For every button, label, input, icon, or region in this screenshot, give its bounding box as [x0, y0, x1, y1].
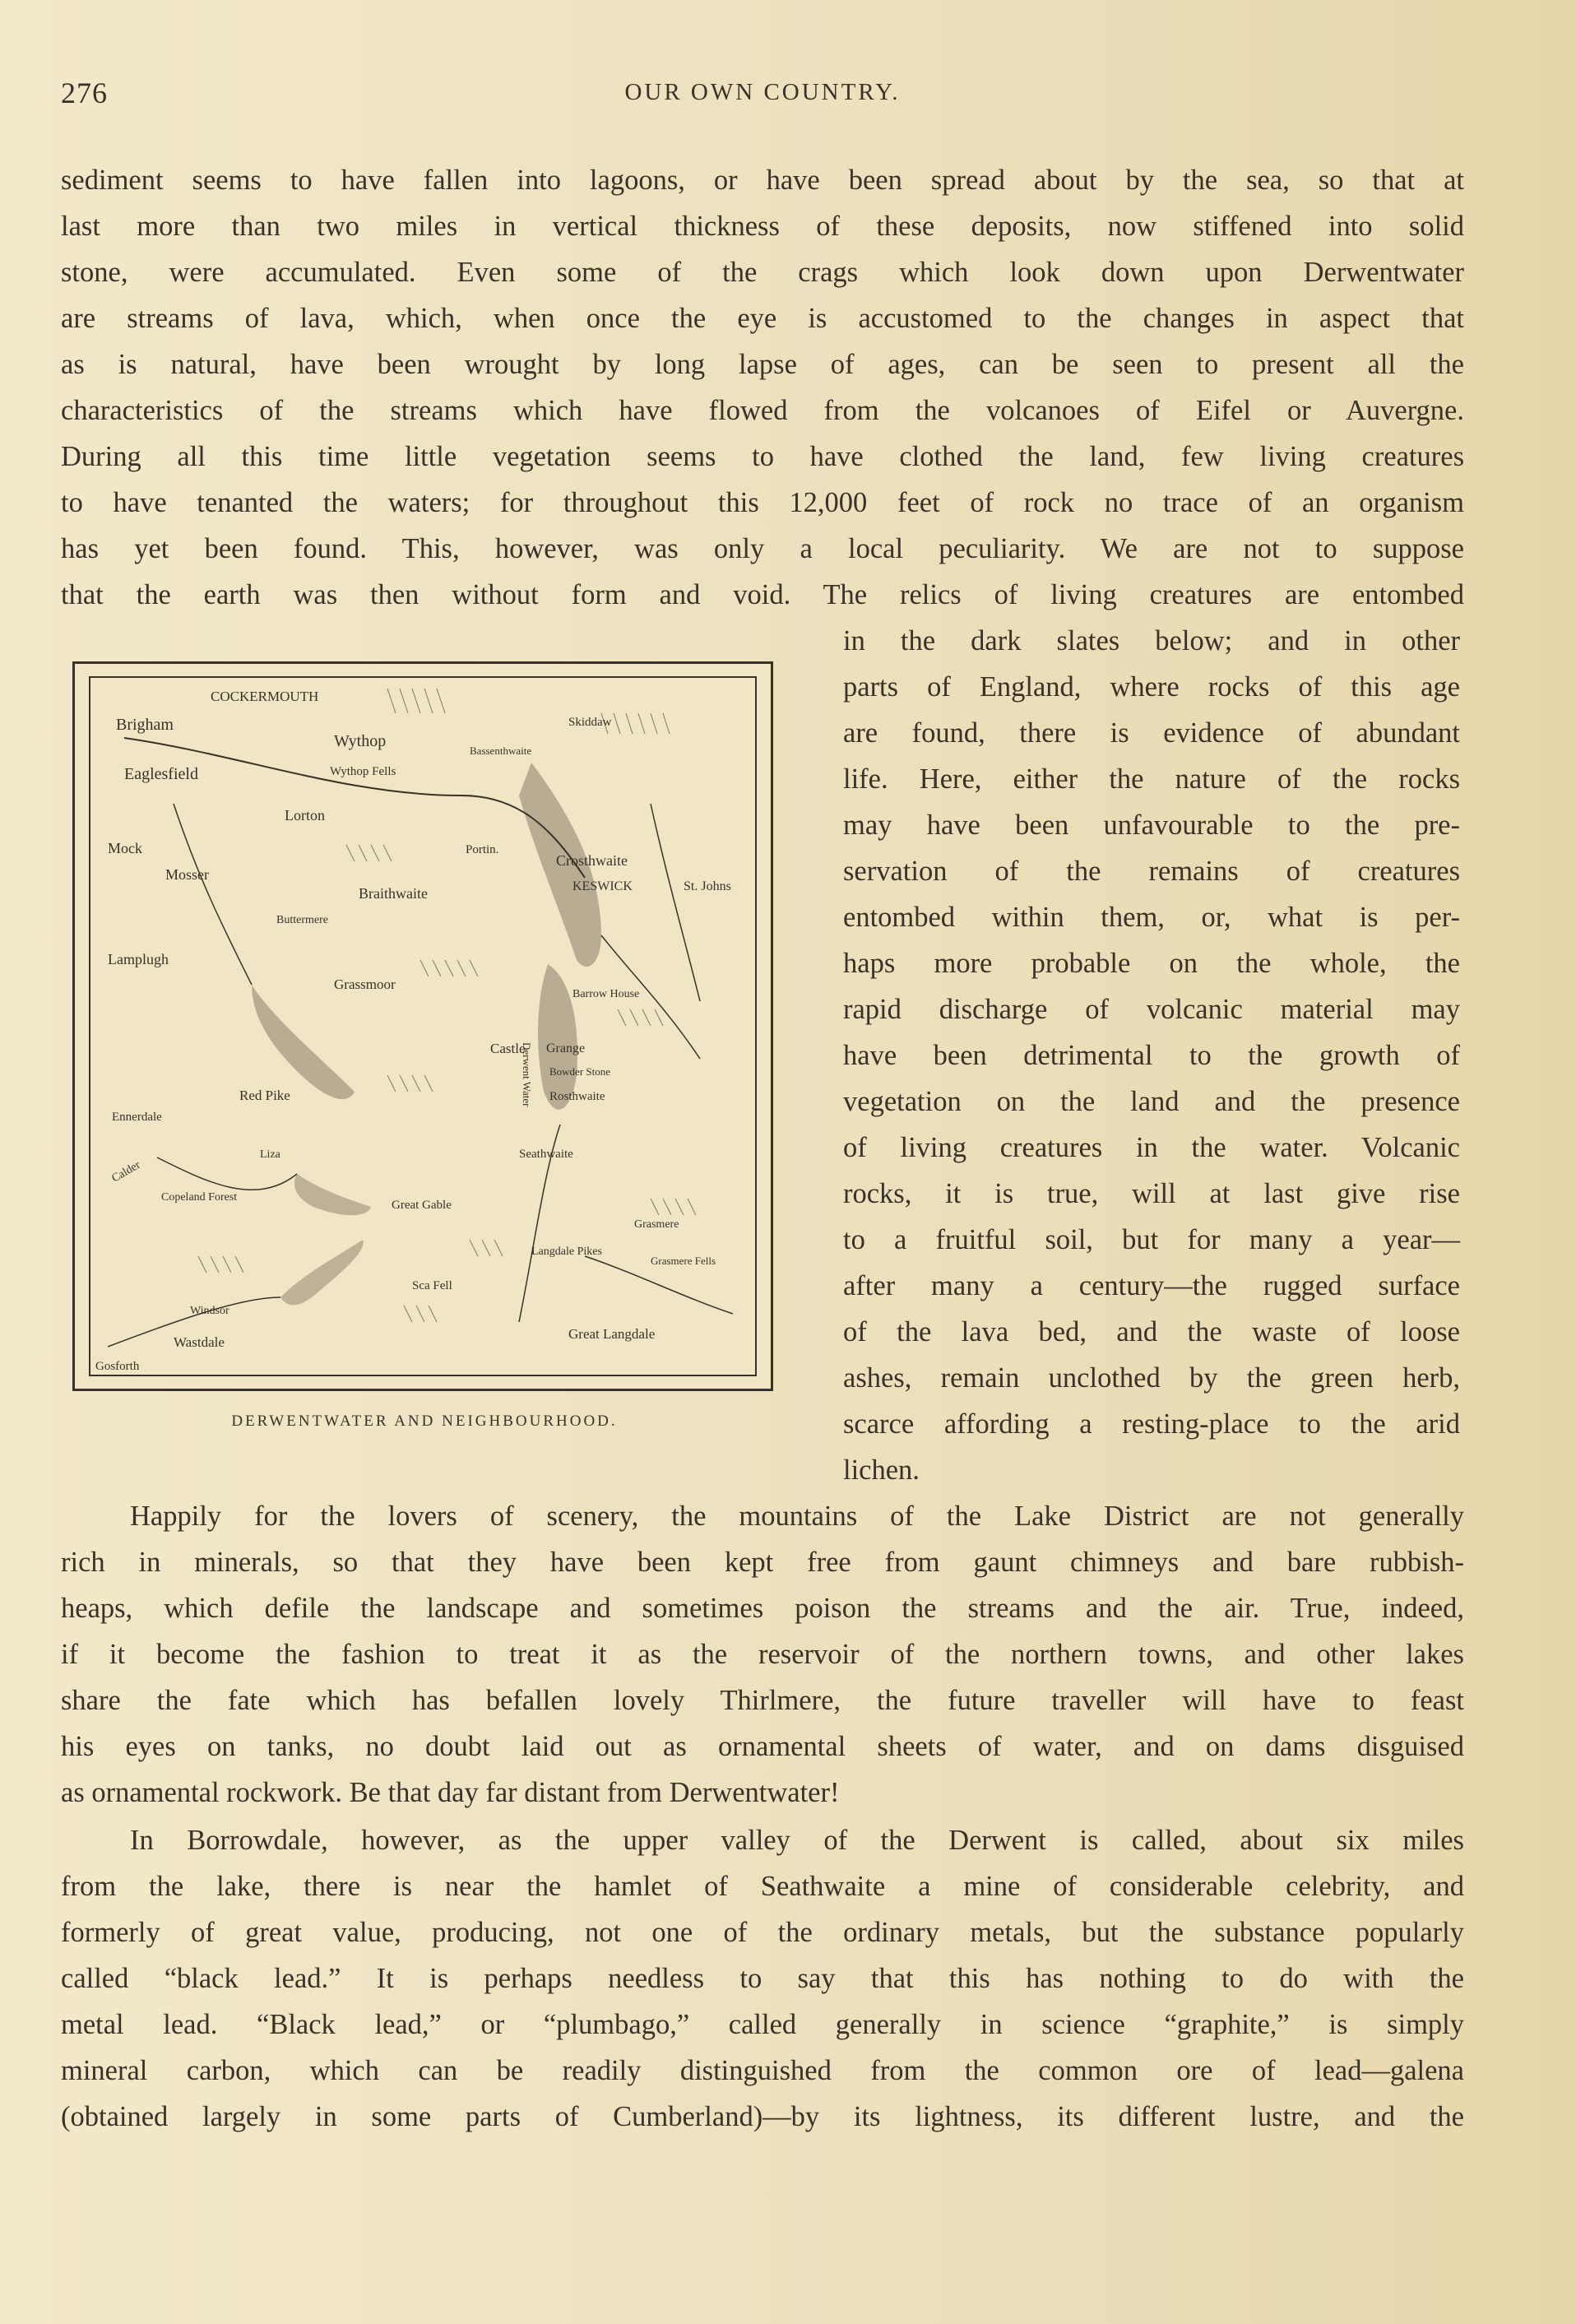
column-line: are found, there is evidence of abundant [843, 717, 1460, 749]
text-line: as is natural, have been wrought by long lapse of ages, can be seen to present all the [61, 349, 1464, 380]
text-line: last more than two miles in vertical thickness of these deposits, now stiffened into solid [61, 211, 1464, 242]
text-line: rich in minerals, so that they have been kept free from gaunt chimneys and bare rubbish- [61, 1547, 1464, 1578]
map-label-gosforth: Gosforth [95, 1360, 140, 1373]
column-line: haps more probable on the whole, the [843, 948, 1460, 979]
map-label-buttermere: Buttermere [276, 914, 328, 926]
map-label-eaglesfield: Eaglesfield [124, 765, 198, 783]
map-figure [72, 661, 776, 1431]
ennerdale-lake [294, 1174, 371, 1215]
map-label-red-pike: Red Pike [239, 1088, 290, 1103]
column-line: in the dark slates below; and in other [843, 625, 1460, 656]
column-line: scarce affording a resting-place to the arid [843, 1408, 1460, 1440]
map-label-castle: Castle [490, 1041, 526, 1056]
map-label-wythop-fells: Wythop Fells [330, 765, 396, 778]
column-line: lichen. [843, 1454, 920, 1486]
text-line: if it become the fashion to treat it as the reservoir of the northern towns, and other lakes [61, 1639, 1464, 1670]
map-label-mosser: Mosser [165, 866, 209, 883]
map-label-lorton: Lorton [285, 807, 325, 823]
column-line: parts of England, where rocks of this age [843, 671, 1460, 703]
column-line: ashes, remain unclothed by the green herb, [843, 1362, 1460, 1394]
map-label-grassmoor: Grassmoor [334, 976, 396, 992]
text-line: heaps, which defile the landscape and sometimes poison the streams and the air. True, indeed, [61, 1593, 1464, 1624]
map-label-copeland-forest: Copeland Forest [161, 1191, 238, 1204]
text-line: to have tenanted the waters; for throughout this 12,000 feet of rock no trace of an organism [61, 487, 1464, 518]
text-line: Happily for the lovers of scenery, the mountains of the Lake District are not generally [130, 1501, 1464, 1532]
text-line: from the lake, there is near the hamlet of Seathwaite a mine of considerable celebrity, and [61, 1871, 1464, 1902]
map-label-great-gable: Great Gable [392, 1199, 452, 1212]
text-line: called “black lead.” It is perhaps needless to say that this has nothing to do with the [61, 1963, 1464, 1994]
text-line: metal lead. “Black lead,” or “plumbago,” called generally in science “graphite,” is simply [61, 2009, 1464, 2040]
derwent-water-lake [538, 964, 577, 1110]
text-line: stone, were accumulated. Even some of the crags which look down upon Derwentwater [61, 257, 1464, 288]
running-title: OUR OWN COUNTRY. [624, 79, 901, 105]
column-line: of living creatures in the water. Volcanic [843, 1132, 1460, 1163]
text-line: (obtained largely in some parts of Cumberland)—by its lightness, its different lustre, and the [61, 2101, 1464, 2132]
map-label-grange: Grange [546, 1041, 586, 1055]
fell-hatching [198, 689, 696, 1322]
river-line [174, 804, 252, 985]
map-label-wastdale: Wastdale [174, 1334, 225, 1350]
column-line: entombed within them, or, what is per- [843, 902, 1460, 933]
derwentwater-map [72, 661, 773, 1391]
map-label-braithwaite: Braithwaite [359, 885, 428, 902]
wastwater-lake [280, 1240, 364, 1305]
column-line: have been detrimental to the growth of [843, 1040, 1460, 1071]
map-label-derwent-water: Derwent Water [521, 1042, 533, 1107]
map-label-windsor: Windsor [190, 1305, 229, 1317]
column-line: servation of the remains of creatures [843, 856, 1460, 887]
map-label-st-johns: St. Johns [684, 879, 731, 893]
map-label-langdale-pikes: Langdale Pikes [531, 1245, 602, 1258]
map-label-mockerkin: Mock [108, 840, 142, 856]
map-label-liza: Liza [260, 1148, 280, 1161]
text-line: that the earth was then without form and void. The relics of living creatures are entombed [61, 579, 1464, 610]
map-label-ennerdale: Ennerdale [112, 1111, 162, 1124]
map-label-portinscale: Portin. [466, 843, 499, 856]
text-line: has yet been found. This, however, was only a local peculiarity. We are not to suppose [61, 533, 1464, 564]
map-label-cockermouth: COCKERMOUTH [211, 689, 319, 704]
page-number: 276 [61, 77, 108, 109]
map-label-bowder-stone: Bowder Stone [549, 1065, 611, 1078]
text-line: characteristics of the streams which have flowed from the volcanoes of Eifel or Auvergne. [61, 395, 1464, 426]
river-line [157, 1157, 297, 1190]
map-label-wythop: Wythop [334, 732, 387, 750]
map-label-bassenthwaite: Bassenthwaite [470, 745, 532, 757]
map-label-grasmere-fells: Grasmere Fells [651, 1255, 716, 1267]
text-line: mineral carbon, which can be readily distinguished from the common ore of lead—galena [61, 2055, 1464, 2086]
text-line: as ornamental rockwork. Be that day far distant from Derwentwater! [61, 1777, 840, 1808]
map-label-grasmere: Grasmere [634, 1218, 679, 1231]
map-label-great-langdale: Great Langdale [568, 1326, 656, 1342]
column-line: to a fruitful soil, but for many a year— [843, 1224, 1460, 1255]
column-line: of the lava bed, and the waste of loose [843, 1316, 1460, 1348]
column-line: may have been unfavourable to the pre- [843, 809, 1460, 841]
figure-caption: DERWENTWATER AND NEIGHBOURHOOD. [231, 1412, 618, 1430]
text-line: share the fate which has befallen lovely Thirlmere, the future traveller will have to feast [61, 1685, 1464, 1716]
crummock-lake [252, 985, 355, 1099]
text-line: are streams of lava, which, when once the eye is accustomed to the changes in aspect that [61, 303, 1464, 334]
text-line: In Borrowdale, however, as the upper valley of the Derwent is called, about six miles [130, 1825, 1464, 1856]
column-line: vegetation on the land and the presence [843, 1086, 1460, 1117]
map-label-rosthwaite: Rosthwaite [549, 1090, 605, 1103]
column-line: life. Here, either the nature of the rocks [843, 763, 1460, 795]
map-drawing [75, 664, 771, 1389]
river-line [651, 804, 700, 1001]
text-line: sediment seems to have fallen into lagoons, or have been spread about by the sea, so that at [61, 165, 1464, 196]
column-line: rapid discharge of volcanic material may [843, 994, 1460, 1025]
map-label-seathwaite: Seathwaite [519, 1148, 573, 1161]
map-label-crosthwaite: Crosthwaite [556, 852, 628, 869]
text-line: During all this time little vegetation seems to have clothed the land, few living creatures [61, 441, 1464, 472]
page-header [61, 76, 1464, 117]
map-label-brigham: Brigham [116, 716, 174, 734]
map-label-keswick: KESWICK [572, 879, 633, 893]
map-label-sca-fell: Sca Fell [412, 1279, 452, 1292]
text-line: formerly of great value, producing, not one of the ordinary metals, but the substance popularly [61, 1917, 1464, 1948]
text-line: his eyes on tanks, no doubt laid out as ornamental sheets of water, and on dams disguised [61, 1731, 1464, 1762]
map-label-lamplugh: Lamplugh [108, 951, 169, 967]
map-label-barrow-house: Barrow House [572, 988, 640, 1000]
map-label-skiddaw: Skiddaw [568, 716, 612, 729]
column-line: after many a century—the rugged surface [843, 1270, 1460, 1301]
map-label-calder: Calder [109, 1158, 143, 1185]
column-line: rocks, it is true, will at last give rise [843, 1178, 1460, 1209]
